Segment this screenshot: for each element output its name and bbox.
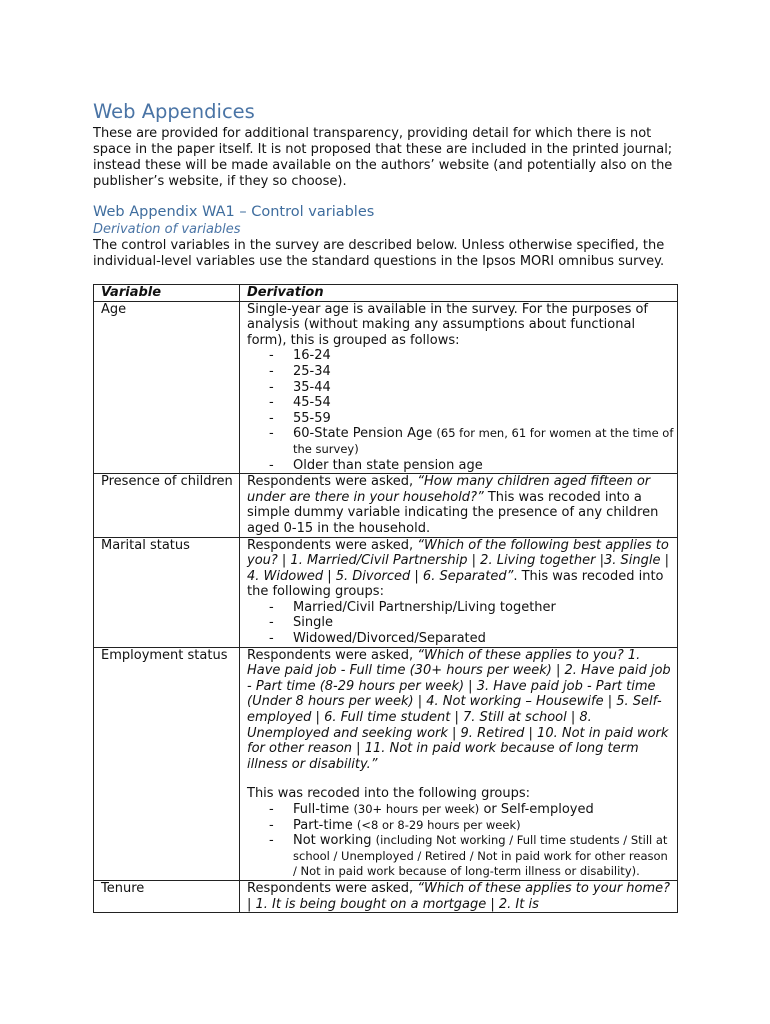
list-item: - 45-54 <box>269 395 674 411</box>
derivation-tail: This was recoded into a simple dummy variable indicating the presence of any children aged 0-15 in the household. <box>247 489 659 536</box>
marital-group-list <box>247 600 674 647</box>
list-item-main: Full-time <box>293 802 350 817</box>
list-item: - 35-44 <box>269 380 674 396</box>
derivation-cell <box>240 880 678 912</box>
table-header-row <box>94 285 678 302</box>
list-item-note: (<8 or 8-29 hours per week) <box>356 817 521 832</box>
derivation-text: Single-year age is available in the survey. For the purposes of analysis (without making any assumptions about functional form), this is grouped as follows: <box>247 301 649 348</box>
list-item-note: (65 for men, 61 for women at the time of the survey) <box>293 426 674 456</box>
section-paragraph: The control variables in the survey are described below. Unless otherwise specified, the individual-level variables use the standard questions in the Ipsos MORI omnibus survey. <box>93 238 665 269</box>
employment-group-list <box>247 802 674 880</box>
intro-paragraph: These are provided for additional transparency, providing detail for which there is not space in the paper itself. It is not proposed that these are included in the printed journal; instead these will be made available on the authors’ website (and potentially also on the publisher’s website, if they so choose). <box>93 126 673 189</box>
control-variables-table <box>93 284 678 913</box>
page-title: Web Appendices <box>93 100 255 123</box>
list-item-note: (including Not working / Full time students / Still at school / Unemployed / Retired / Not in paid work for other reason / Not in paid work because of long-term illness or disability). <box>293 833 668 879</box>
derivation-text <box>247 538 674 600</box>
derivation-lead: Respondents were asked, <box>247 537 418 553</box>
survey-question: “Which of these applies to your home? | 1. It is being bought on a mortgage | 2. It is <box>247 880 671 912</box>
list-item <box>269 802 674 818</box>
header-variable: Variable <box>94 285 240 302</box>
section-heading: Web Appendix WA1 – Control variables <box>93 204 375 220</box>
derivation-lead: Respondents were asked, <box>247 647 418 663</box>
age-group-list <box>247 348 674 473</box>
derivation-cell <box>240 301 678 474</box>
list-item: - Widowed/Divorced/Separated <box>269 631 674 647</box>
paragraph-gap <box>247 772 674 786</box>
derivation-cell <box>240 537 678 647</box>
derivation-tail: . This was recoded into the following groups: <box>247 568 664 600</box>
list-item: - 25-34 <box>269 364 674 380</box>
variable-cell: Tenure <box>94 880 240 912</box>
survey-question: “Which of these applies to you? 1. Have paid job - Full time (30+ hours per week) | 2. Have paid job - Part time (8-29 hours per week) | 3. Have paid job - Part time (Under 8 hours per week) | 4. Not working – Housewife | 5. Self-employed | 6. Full time student | 7. Still at school | 8. Unemployed and seeking work | 9. Retired | 10. Not in paid work for other reason | 11. Not in paid work because of long term illness or disability.” <box>247 647 671 772</box>
table-row-age <box>94 301 678 474</box>
list-item: - 16-24 <box>269 348 674 364</box>
survey-question: “How many children aged fifteen or under are there in your household?” <box>247 474 651 505</box>
list-item <box>269 426 674 457</box>
derivation-lead: Respondents were asked, <box>247 474 418 490</box>
document-page <box>93 98 678 913</box>
table-row-children <box>94 474 678 537</box>
list-item-main: 60-State Pension Age <box>293 426 433 442</box>
list-item: - Married/Civil Partnership/Living together <box>269 600 674 616</box>
list-item: - Single <box>269 615 674 631</box>
table-row-tenure <box>94 880 678 912</box>
survey-question: “Which of the following best applies to you? | 1. Married/Civil Partnership | 2. Living together |3. Single | 4. Widowed | 5. Divorced | 6. Separated” <box>247 537 669 584</box>
recode-text: This was recoded into the following groups: <box>247 786 530 802</box>
derivation-text <box>247 648 674 773</box>
derivation-cell <box>240 474 678 537</box>
list-item: - Older than state pension age <box>269 458 674 474</box>
list-item-note: (30+ hours per week) <box>353 802 480 816</box>
list-item: - 55-59 <box>269 411 674 427</box>
list-item-main: Not working <box>293 833 372 849</box>
table-row-employment <box>94 647 678 880</box>
list-item-tail: or Self-employed <box>479 802 594 817</box>
header-derivation: Derivation <box>240 285 678 302</box>
derivation-lead: Respondents were asked, <box>247 880 418 896</box>
list-item <box>269 818 674 834</box>
variable-cell: Age <box>94 301 240 474</box>
table-row-marital <box>94 537 678 647</box>
subheading: Derivation of variables <box>93 222 241 237</box>
variable-cell: Employment status <box>94 647 240 880</box>
variable-cell: Presence of children <box>94 474 240 537</box>
variable-cell: Marital status <box>94 537 240 647</box>
derivation-cell <box>240 647 678 880</box>
list-item <box>269 833 674 880</box>
list-item-main: Part-time <box>293 817 353 833</box>
